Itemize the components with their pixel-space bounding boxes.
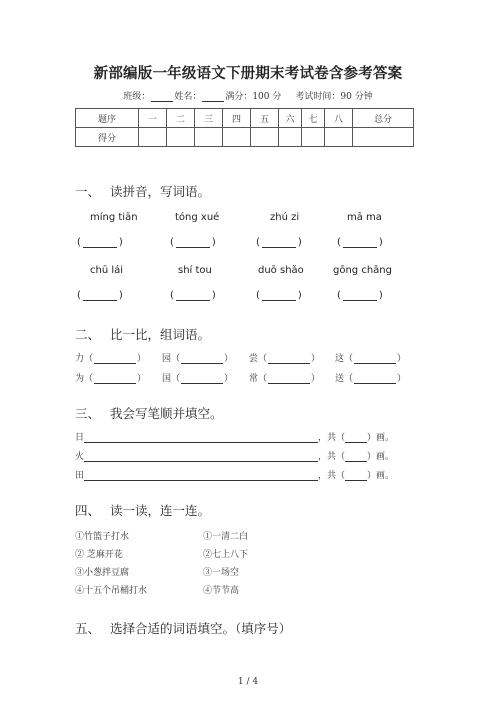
pinyin-item: míng tiān bbox=[90, 212, 138, 223]
match-left-item[interactable]: ①竹篮子打水 bbox=[75, 532, 130, 542]
score-header-cell: 题序 bbox=[76, 109, 139, 128]
exam-title: 新部编版一年级语文下册期末考试卷含参考答案 bbox=[93, 65, 403, 82]
name-label: 姓名： bbox=[174, 92, 202, 102]
stroke-order-row[interactable]: 火 ，共（ ）画。 bbox=[75, 452, 395, 462]
match-left-item[interactable]: ② 芝麻开花 bbox=[75, 550, 123, 560]
section-title: 比一比，组词语。 bbox=[110, 327, 211, 342]
compare-item[interactable]: 为（ ） bbox=[75, 374, 147, 384]
score-table bbox=[75, 108, 414, 147]
section-title: 选择合适的词语填空。（填序号） bbox=[110, 621, 292, 636]
answer-blank[interactable]: ( ) bbox=[256, 237, 302, 248]
pinyin-item: gōng chǎng bbox=[333, 265, 392, 276]
section-5-heading bbox=[75, 619, 291, 637]
score-cell[interactable] bbox=[353, 128, 414, 147]
match-left-item[interactable]: ③小葱拌豆腐 bbox=[75, 568, 130, 578]
match-right-item[interactable]: ③一场空 bbox=[203, 568, 240, 578]
section-title: 我会写笔顺并填空。 bbox=[110, 406, 223, 421]
section-4-heading bbox=[75, 501, 210, 519]
match-left-item[interactable]: ④十五个吊桶打水 bbox=[75, 586, 148, 596]
section-1-heading bbox=[75, 182, 210, 200]
answer-blank[interactable]: ( ) bbox=[77, 290, 123, 301]
score-header-cell: 五 bbox=[251, 109, 279, 128]
score-row-label: 得分 bbox=[76, 128, 139, 147]
score-cell[interactable] bbox=[325, 128, 353, 147]
pinyin-item: duō shǎo bbox=[258, 265, 304, 276]
full-score-text: 满分：100 分 bbox=[225, 92, 282, 102]
class-label: 班级： bbox=[123, 92, 151, 102]
section-3-heading bbox=[75, 404, 223, 422]
exam-time-text: 考试时间：90 分钟 bbox=[295, 92, 373, 102]
pinyin-item: tóng xué bbox=[175, 212, 220, 223]
pinyin-item: chū lái bbox=[90, 265, 124, 276]
section-title: 读拼音，写词语。 bbox=[110, 184, 211, 199]
compare-item[interactable]: 送（ ） bbox=[335, 374, 407, 384]
answer-blank[interactable]: ( ) bbox=[256, 290, 302, 301]
compare-item[interactable]: 常（ ） bbox=[249, 374, 321, 384]
score-cell[interactable] bbox=[195, 128, 223, 147]
score-cell[interactable] bbox=[223, 128, 251, 147]
score-cell[interactable] bbox=[251, 128, 279, 147]
exam-info-line bbox=[0, 89, 496, 102]
stroke-order-row[interactable]: 日 ，共（ ）画。 bbox=[75, 433, 395, 443]
page-number: 1 / 4 bbox=[237, 677, 259, 687]
score-header-cell: 七 bbox=[302, 109, 325, 128]
stroke-order-row[interactable]: 田 ，共（ ）画。 bbox=[75, 471, 395, 481]
score-table-score-row bbox=[76, 128, 414, 147]
score-header-cell: 六 bbox=[279, 109, 302, 128]
score-header-cell: 三 bbox=[195, 109, 223, 128]
section-number: 五、 bbox=[75, 621, 101, 636]
score-cell[interactable] bbox=[167, 128, 195, 147]
section-number: 二、 bbox=[75, 327, 101, 342]
answer-blank[interactable]: ( ) bbox=[337, 290, 383, 301]
pinyin-item: mā ma bbox=[347, 212, 382, 223]
section-number: 三、 bbox=[75, 406, 101, 421]
section-number: 一、 bbox=[75, 184, 101, 199]
score-cell[interactable] bbox=[139, 128, 167, 147]
answer-blank[interactable]: ( ) bbox=[170, 237, 216, 248]
section-title: 读一读，连一连。 bbox=[110, 503, 211, 518]
match-right-item[interactable]: ④节节高 bbox=[203, 586, 240, 596]
class-blank[interactable] bbox=[151, 92, 173, 102]
compare-item[interactable]: 国（ ） bbox=[162, 374, 234, 384]
pinyin-item: zhú zi bbox=[270, 212, 300, 223]
pinyin-item: shí tou bbox=[178, 265, 212, 276]
answer-blank[interactable]: ( ) bbox=[77, 237, 123, 248]
compare-item[interactable]: 园（ ） bbox=[162, 354, 234, 364]
score-header-cell: 总分 bbox=[353, 109, 414, 128]
section-number: 四、 bbox=[75, 503, 101, 518]
section-2-heading bbox=[75, 325, 210, 343]
answer-blank[interactable]: ( ) bbox=[337, 237, 383, 248]
score-header-cell: 二 bbox=[167, 109, 195, 128]
score-table-header-row bbox=[76, 109, 414, 128]
compare-item[interactable]: 力（ ） bbox=[75, 354, 147, 364]
score-header-cell: 四 bbox=[223, 109, 251, 128]
score-cell[interactable] bbox=[302, 128, 325, 147]
match-right-item[interactable]: ①一清二白 bbox=[203, 532, 249, 542]
match-right-item[interactable]: ②七上八下 bbox=[203, 550, 249, 560]
score-header-cell: 八 bbox=[325, 109, 353, 128]
score-header-cell: 一 bbox=[139, 109, 167, 128]
compare-item[interactable]: 这（ ） bbox=[335, 354, 407, 364]
answer-blank[interactable]: ( ) bbox=[170, 290, 216, 301]
score-cell[interactable] bbox=[279, 128, 302, 147]
name-blank[interactable] bbox=[202, 92, 224, 102]
compare-item[interactable]: 尝（ ） bbox=[249, 354, 321, 364]
